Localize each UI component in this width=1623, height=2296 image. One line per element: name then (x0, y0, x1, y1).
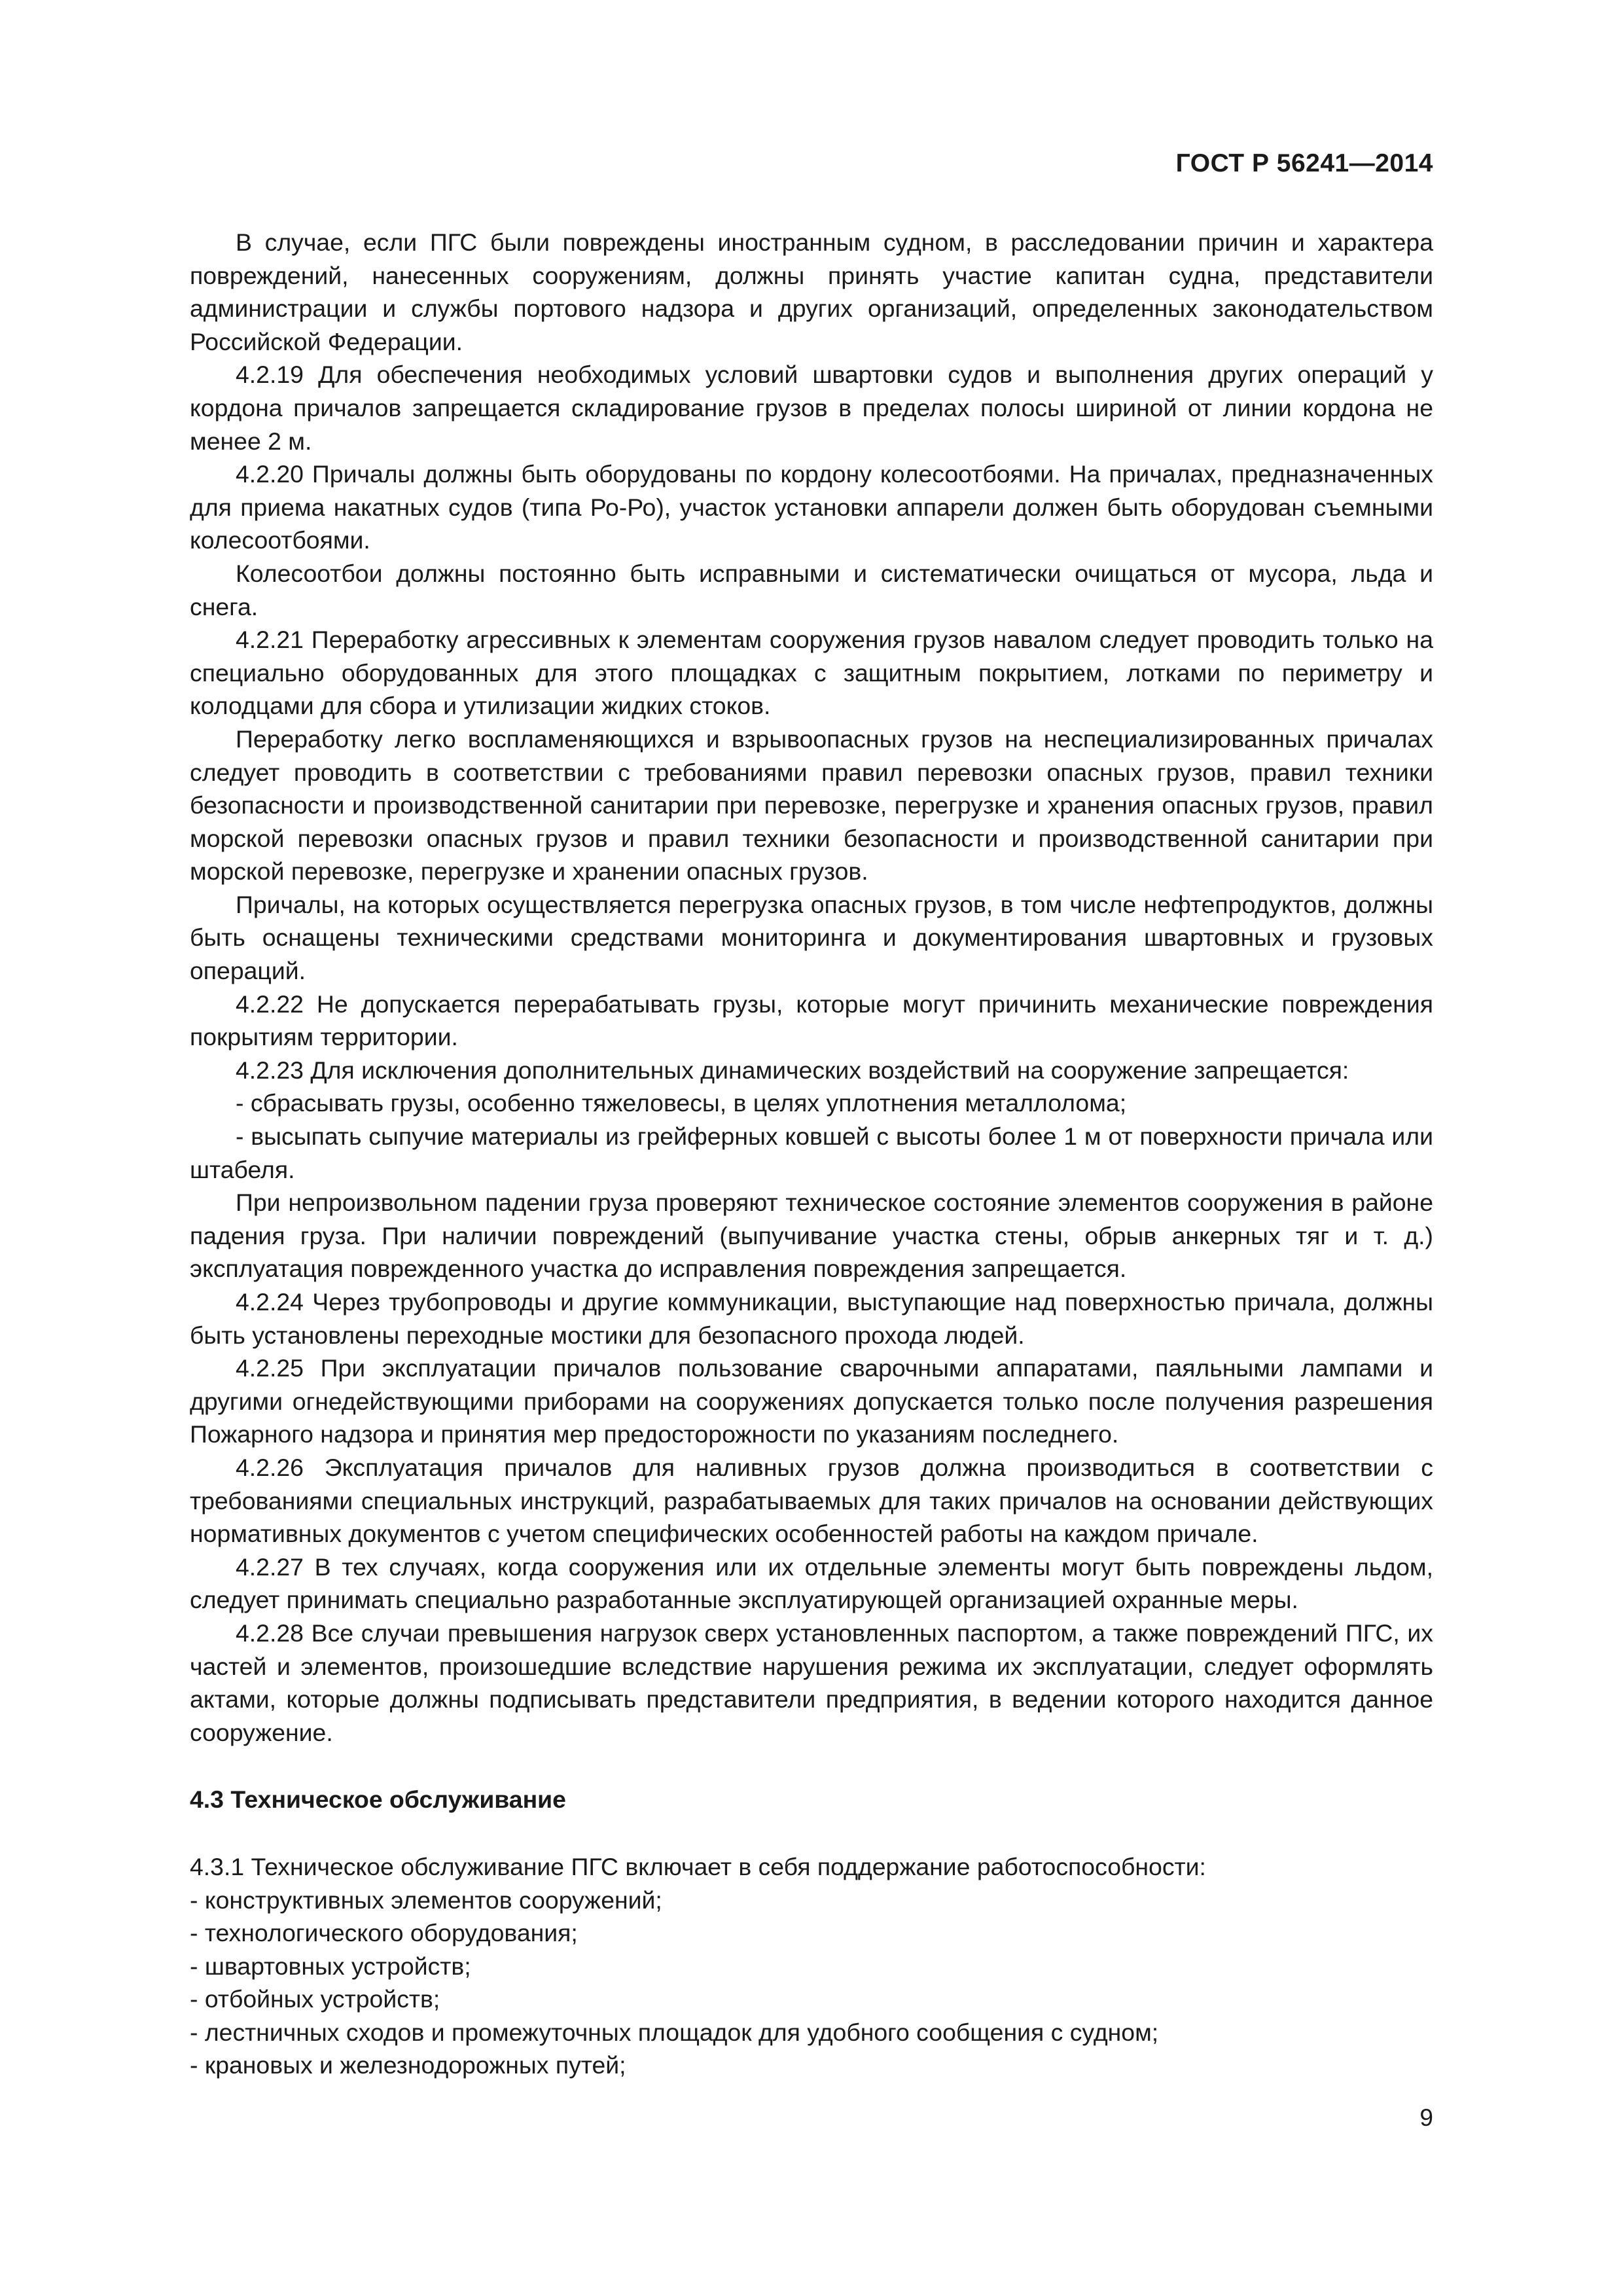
paragraph-4-2-19: 4.2.19 Для обеспечения необходимых условий швартовки судов и выполнения других операций у кордона причалов запрещается складирование грузов в пределах полосы шириной от линии кордона не менее 2 м. (190, 361, 1433, 455)
list-item: - сбрасывать грузы, особенно тяжеловесы, в целях уплотнения металлолома; (236, 1089, 1127, 1117)
paragraph-4-2-22: 4.2.22 Не допускается перерабатывать грузы, которые могут причинить механические повреждения покрытиям территории. (190, 990, 1433, 1051)
document-body (190, 226, 1433, 2082)
list-item: - швартовных устройств; (190, 1952, 471, 1980)
paragraph-4-2-20: 4.2.20 Причалы должны быть оборудованы по кордону колесоотбоями. На причалах, предназначенных для приема накатных судов (типа Ро-Ро), участок установки аппарели должен быть оборудован съемными колесоотбоями. (190, 460, 1433, 554)
paragraph-4-2-24: 4.2.24 Через трубопроводы и другие коммуникации, выступающие над поверхностью причала, должны быть установлены переходные мостики для безопасного прохода людей. (190, 1288, 1433, 1349)
list-item: - высыпать сыпучие материалы из грейферных ковшей с высоты более 1 м от поверхности причала или штабеля. (190, 1122, 1433, 1183)
list-item: - отбойных устройств; (190, 1985, 440, 2013)
paragraph-4-3-1: 4.3.1 Техническое обслуживание ПГС включает в себя поддержание работоспособности: (190, 1852, 1206, 1880)
document-header-code: ГОСТ Р 56241—2014 (1175, 149, 1433, 177)
list-item: - крановых и железнодорожных путей; (190, 2051, 626, 2079)
section-title: 4.3 Техническое обслуживание (190, 1785, 566, 1814)
list-item: - конструктивных элементов сооружений; (190, 1886, 662, 1914)
paragraph: Причалы, на которых осуществляется перегрузка опасных грузов, в том числе нефтепродуктов, должны быть оснащены техническими средствами мониторинга и документирования швартовных и грузовых операций. (190, 890, 1433, 985)
list-item: - лестничных сходов и промежуточных площадок для удобного сообщения с судном; (190, 2018, 1159, 2046)
paragraph: При непроизвольном падении груза проверяют техническое состояние элементов сооружения в районе падения груза. При наличии повреждений (выпучивание участка стены, обрыв анкерных тяг и т. д.) эксплуатация поврежденного участка до исправления повреждения запрещается. (190, 1189, 1433, 1283)
paragraph: Переработку легко воспламеняющихся и взрывоопасных грузов на неспециализированных причалах следует проводить в соответствии с требованиями правил перевозки опасных грузов, правил техники безопасности и производственной санитарии при перевозке, перегрузке и хранения опасных грузов, правил морской перевозки опасных грузов и правил техники безопасности и производственной санитарии при морской перевозке, перегрузке и хранении опасных грузов. (190, 725, 1433, 886)
paragraph-4-2-26: 4.2.26 Эксплуатация причалов для наливных грузов должна производиться в соответствии с требованиями специальных инструкций, разрабатываемых для таких причалов на основании действующих нормативных документов с учетом специфических особенностей работы на каждом причале. (190, 1453, 1433, 1548)
paragraph-4-2-27: 4.2.27 В тех случаях, когда сооружения или их отдельные элементы могут быть повреждены льдом, следует принимать специально разработанные эксплуатирующей организацией охранные меры. (190, 1552, 1433, 1614)
list-item: - технологического оборудования; (190, 1919, 578, 1947)
paragraph-4-2-21: 4.2.21 Переработку агрессивных к элементам сооружения грузов навалом следует проводить только на специально оборудованных для этого площадках с защитным покрытием, лотками по периметру и колодцами для сбора и утилизации жидких стоков. (190, 626, 1433, 720)
paragraph-4-2-25: 4.2.25 При эксплуатации причалов пользование сварочными аппаратами, паяльными лампами и другими огнедействующими приборами на сооружениях допускается только после получения разрешения Пожарного надзора и принятия мер предосторожности по указаниям последнего. (190, 1354, 1433, 1448)
paragraph: Колесоотбои должны постоянно быть исправными и систематически очищаться от мусора, льда и снега. (190, 559, 1433, 620)
paragraph-4-2-28: 4.2.28 Все случаи превышения нагрузок сверх установленных паспортом, а также повреждений ПГС, их частей и элементов, произошедшие вследствие нарушения режима их эксплуатации, следует оформлять актами, которые должны подписывать представители предприятия, в ведении которого находится данное сооружение. (190, 1619, 1433, 1746)
paragraph: В случае, если ПГС были повреждены иностранным судном, в расследовании причин и характера повреждений, нанесенных сооружениям, должны принять участие капитан судна, представители администрации и службы портового надзора и других организаций, определенных законодательством Российской Федерации. (190, 228, 1433, 355)
paragraph-4-2-23: 4.2.23 Для исключения дополнительных динамических воздействий на сооружение запрещается: (236, 1056, 1349, 1084)
page-number: 9 (1419, 2104, 1433, 2131)
